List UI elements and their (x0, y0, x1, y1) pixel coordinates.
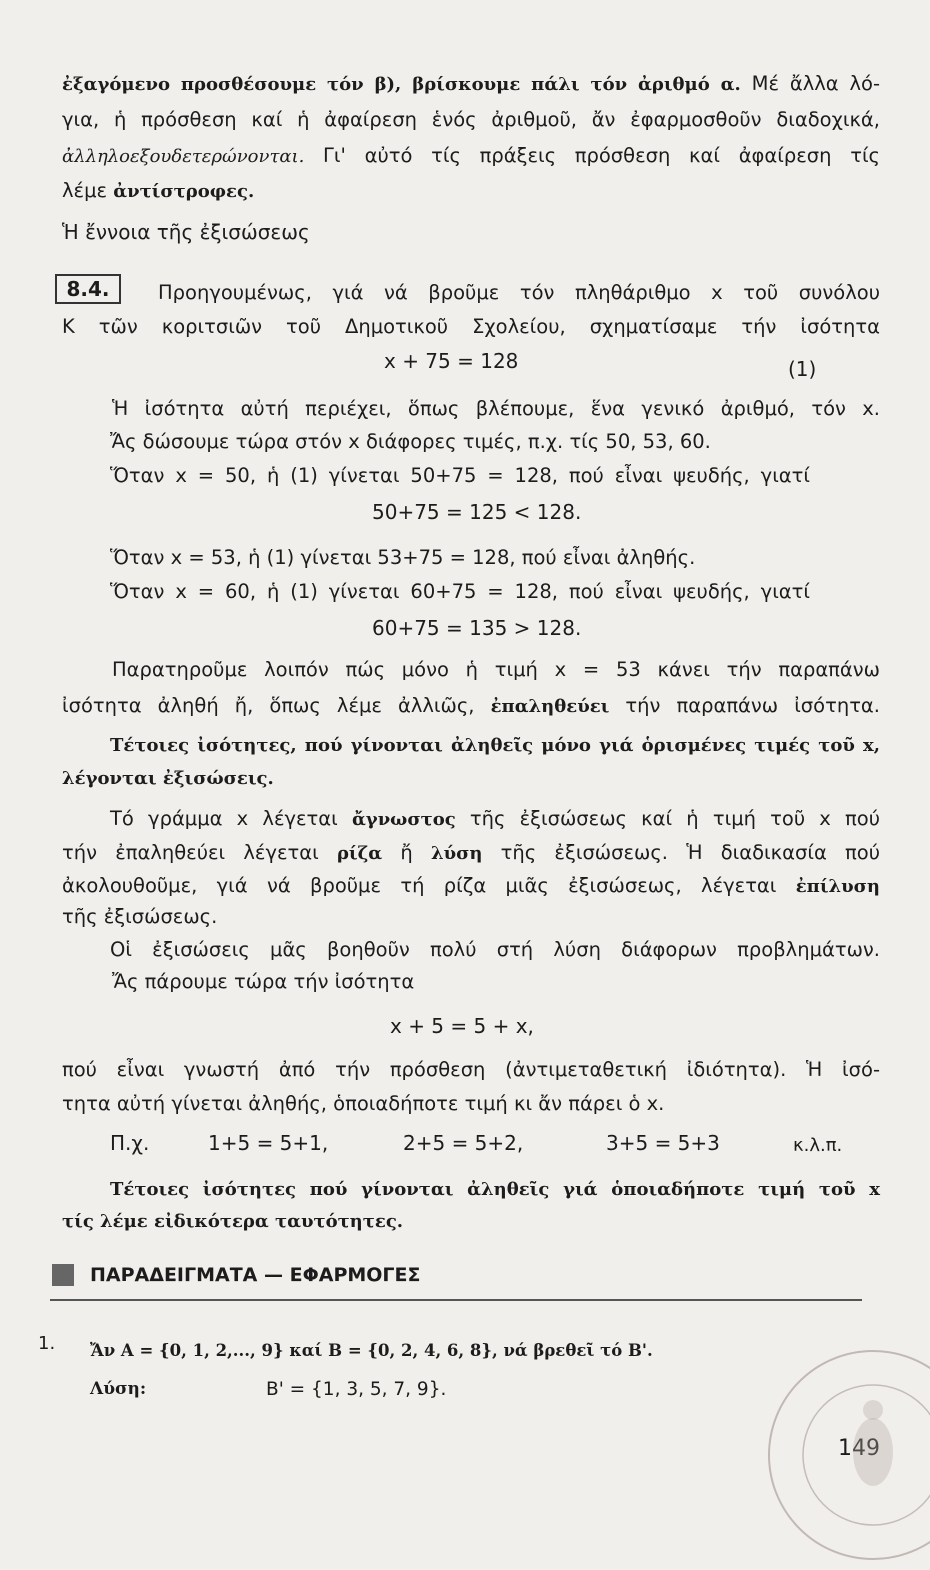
text-line: τητα αὐτή γίνεται ἀληθής, ὁποιαδήποτε τιμή κι ἄν πάρει ὁ x. (62, 1092, 665, 1115)
text-line: ἐξαγόμενο προσθέσουμε τόν β), βρίσκουμε πάλι τόν ἀριθμό α. Μέ ἄλλα λό- (62, 72, 880, 95)
solution-text: Β' = {1, 3, 5, 7, 9}. (266, 1379, 447, 1400)
identity-example: 2+5 = 5+2, (403, 1131, 524, 1155)
definition-equation: Τέτοιες ἰσότητες, πού γίνονται ἀληθεῖς μόνο γιά ὁρισμένες τιμές τοῦ x, (110, 735, 880, 756)
solution-label: Λύση: (90, 1379, 147, 1399)
identity-example: 1+5 = 5+1, (208, 1131, 329, 1155)
etc: κ.λ.π. (793, 1135, 843, 1156)
text-line: Ἡ ἰσότητα αὐτή περιέχει, ὅπως βλέπουμε, ἕνα γενικό ἀριθμό, τόν x. (112, 397, 880, 420)
divider (50, 1299, 862, 1301)
definition-identity: Τέτοιες ἰσότητες πού γίνονται ἀληθεῖς γιά ὁποιαδήποτε τιμή τοῦ x (110, 1179, 880, 1200)
definition-identity: τίς λέμε εἰδικότερα ταυτότητες. (62, 1211, 404, 1232)
example-label: Π.χ. (110, 1131, 150, 1155)
exercise-statement: Ἄν Α = {0, 1, 2,..., 9} καί Β = {0, 2, 4, 6, 8}, νά βρεθεῖ τό Β'. (90, 1341, 653, 1360)
text-line: Ἄς δώσουμε τώρα στόν x διάφορες τιμές, π.χ. τίς 50, 53, 60. (110, 430, 711, 453)
equation-1: x + 75 = 128 (384, 349, 519, 373)
text-line: Ὅταν x = 60, ἡ (1) γίνεται 60+75 = 128, πού εἶναι ψευδής, γιατί (110, 580, 810, 603)
text-line: Ὅταν x = 53, ἡ (1) γίνεται 53+75 = 128, πού εἶναι ἀληθής. (110, 546, 696, 569)
text-line: τήν ἐπαληθεύει λέγεται ρίζα ἤ λύση τῆς ἐξισώσεως. Ἡ διαδικασία πού (62, 841, 880, 864)
text-line: Ἄς πάρουμε τώρα τήν ἰσότητα (112, 970, 415, 993)
section-heading: Ἡ ἔννοια τῆς ἐξισώσεως (62, 220, 310, 244)
identity-example: 3+5 = 5+3 (606, 1131, 720, 1155)
equation-2: 50+75 = 125 < 128. (372, 500, 582, 524)
item-number: 1. (38, 1333, 56, 1354)
library-stamp-icon (758, 1340, 930, 1570)
equation-3: 60+75 = 135 > 128. (372, 616, 582, 640)
text-line: τῆς ἐξισώσεως. (62, 905, 218, 928)
text-line: Οἱ ἐξισώσεις μᾶς βοηθοῦν πολύ στή λύση διάφορων προβλημάτων. (110, 938, 880, 961)
text-line: Τό γράμμα x λέγεται ἄγνωστος τῆς ἐξισώσεως καί ἡ τιμή τοῦ x πού (110, 807, 880, 830)
text-line: Κ τῶν κοριτσιῶν τοῦ Δημοτικοῦ Σχολείου, σχηματίσαμε τήν ἰσότητα (62, 315, 880, 338)
text-line: Ὅταν x = 50, ἡ (1) γίνεται 50+75 = 128, πού εἶναι ψευδής, γιατί (110, 464, 810, 487)
text-line: πού εἶναι γνωστή ἀπό τήν πρόσθεση (ἀντιμεταθετική ἰδιότητα). Ἡ ἰσό- (62, 1058, 880, 1081)
section-number: 8.4. (55, 274, 121, 304)
text-line: ἰσότητα ἀληθή ἤ, ὅπως λέμε ἀλλιῶς, ἐπαληθεύει τήν παραπάνω ἰσότητα. (62, 694, 880, 717)
definition-equation: λέγονται ἐξισώσεις. (62, 768, 274, 789)
section-marker (52, 1264, 74, 1286)
text-line: ἀλληλοεξουδετερώνονται. Γι' αὐτό τίς πράξεις πρόσθεση καί ἀφαίρεση τίς (62, 144, 880, 167)
text-line: λέμε ἀντίστροφες. (62, 179, 255, 202)
examples-heading: ΠΑΡΑΔΕΙΓΜΑΤΑ — ΕΦΑΡΜΟΓΕΣ (90, 1264, 421, 1286)
text-line: Παρατηροῦμε λοιπόν πώς μόνο ἡ τιμή x = 53 κάνει τήν παραπάνω (112, 658, 880, 681)
page-number: 149 (838, 1436, 880, 1461)
text-line: Προηγουμένως, γιά νά βροῦμε τόν πληθάριθμο x τοῦ συνόλου (158, 281, 880, 304)
equation-label: (1) (788, 357, 817, 381)
text-line: ἀκολουθοῦμε, γιά νά βροῦμε τή ρίζα μιᾶς ἐξισώσεως, λέγεται ἐπίλυση (62, 874, 880, 897)
equation-4: x + 5 = 5 + x, (390, 1014, 534, 1038)
text-line: για, ἡ πρόσθεση καί ἡ ἀφαίρεση ἑνός ἀριθμοῦ, ἄν ἐφαρμοσθοῦν διαδοχικά, (62, 108, 880, 131)
